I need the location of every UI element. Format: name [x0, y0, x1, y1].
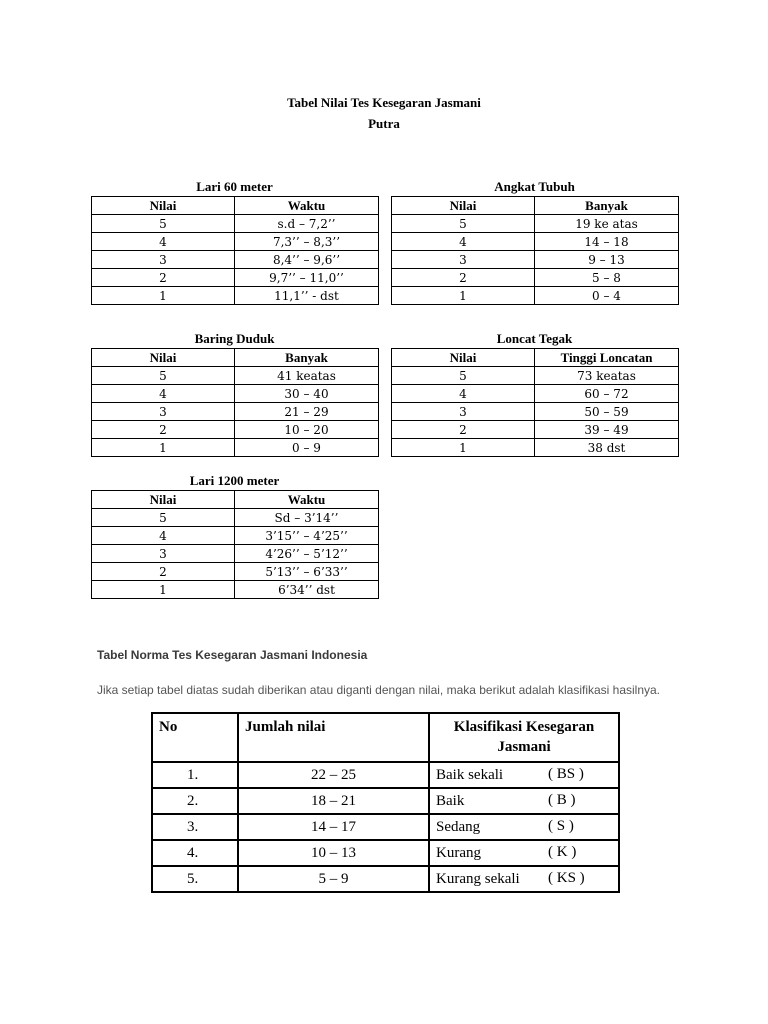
table-block-baring-duduk: [91, 331, 378, 457]
norm-note: Jika setiap tabel diatas sudah diberikan atau diganti dengan nilai, maka berikut adalah klasifikasi hasilnya.: [97, 683, 661, 697]
klasifikasi-cell: [429, 762, 619, 788]
column-header: Waktu: [235, 491, 379, 509]
no-cell: 4.: [152, 840, 238, 866]
table-title: Baring Duduk: [194, 331, 275, 346]
nilai-cell: 3: [92, 403, 235, 421]
column-header: Nilai: [392, 349, 535, 367]
table-row: [92, 509, 379, 527]
nilai-cell: 1: [92, 581, 235, 599]
klasifikasi-label: Baik: [436, 792, 465, 809]
value-cell: 73 keatas: [535, 367, 679, 385]
jumlah-cell: 22 – 25: [238, 762, 429, 788]
table-row: [92, 403, 379, 421]
value-cell: 39 – 49: [535, 421, 679, 439]
table-row: [392, 233, 679, 251]
table-title: Lari 60 meter: [196, 179, 273, 194]
table-row: [152, 840, 619, 866]
column-header: Nilai: [92, 491, 235, 509]
value-cell: 60 – 72: [535, 385, 679, 403]
value-cell: 5’13’’ – 6’33’’: [235, 563, 379, 581]
table-title: Loncat Tegak: [496, 331, 573, 346]
klasifikasi-label: Kurang sekali: [436, 870, 520, 887]
table-row: [152, 762, 619, 788]
value-cell: 0 – 4: [535, 287, 679, 305]
table-row: [92, 527, 379, 545]
value-cell: 14 – 18: [535, 233, 679, 251]
nilai-cell: 5: [92, 215, 235, 233]
nilai-cell: 2: [392, 421, 535, 439]
value-cell: 5 – 8: [535, 269, 679, 287]
nilai-cell: 2: [92, 269, 235, 287]
nilai-cell: 5: [92, 367, 235, 385]
table-header-row: [392, 197, 679, 215]
table-row: [92, 233, 379, 251]
klasifikasi-label: Kurang: [436, 844, 481, 861]
column-header-jumlah: Jumlah nilai: [238, 713, 429, 762]
nilai-cell: 4: [92, 527, 235, 545]
value-cell: 3’15’’ – 4’25’’: [235, 527, 379, 545]
klasifikasi-cell: [429, 814, 619, 840]
table-row: [92, 367, 379, 385]
klasifikasi-code: ( S ): [548, 818, 574, 834]
jumlah-cell: 14 – 17: [238, 814, 429, 840]
table-block-lari-1200: [91, 473, 378, 599]
value-cell: 38 dst: [535, 439, 679, 457]
value-cell: Sd – 3’14’’: [235, 509, 379, 527]
klasifikasi-code: ( KS ): [548, 870, 585, 886]
column-header: Nilai: [92, 197, 235, 215]
value-cell: 0 – 9: [235, 439, 379, 457]
klasifikasi-cell: [429, 788, 619, 814]
nilai-cell: 2: [92, 563, 235, 581]
table-row: [392, 385, 679, 403]
value-cell: s.d – 7,2’’: [235, 215, 379, 233]
klasifikasi-code: ( K ): [548, 844, 577, 860]
table-row: [392, 439, 679, 457]
jumlah-cell: 18 – 21: [238, 788, 429, 814]
score-table: [391, 348, 679, 457]
table-header-row: [92, 197, 379, 215]
norm-table: [151, 712, 620, 893]
table-row: [392, 367, 679, 385]
nilai-cell: 1: [392, 439, 535, 457]
no-cell: 5.: [152, 866, 238, 892]
value-cell: 9 – 13: [535, 251, 679, 269]
table-header-row: [92, 491, 379, 509]
table-row: [92, 269, 379, 287]
table-title: Angkat Tubuh: [494, 179, 575, 194]
klasifikasi-cell: [429, 840, 619, 866]
document-subtitle: Putra: [368, 116, 400, 131]
table-row: [92, 421, 379, 439]
nilai-cell: 3: [392, 251, 535, 269]
value-cell: 30 – 40: [235, 385, 379, 403]
table-row: [392, 421, 679, 439]
value-cell: 19 ke atas: [535, 215, 679, 233]
nilai-cell: 3: [92, 251, 235, 269]
column-header-klasifikasi: Klasifikasi Kesegaran Jasmani: [429, 713, 619, 762]
column-header: Banyak: [235, 349, 379, 367]
nilai-cell: 1: [92, 439, 235, 457]
nilai-cell: 2: [92, 421, 235, 439]
score-table: [91, 490, 379, 599]
table-row: [92, 215, 379, 233]
klasifikasi-label: Baik sekali: [436, 766, 504, 783]
table-row: [92, 563, 379, 581]
column-header: Nilai: [392, 197, 535, 215]
nilai-cell: 2: [392, 269, 535, 287]
jumlah-cell: 5 – 9: [238, 866, 429, 892]
table-row: [392, 269, 679, 287]
table-row: [92, 581, 379, 599]
value-cell: 10 – 20: [235, 421, 379, 439]
table-row: [392, 215, 679, 233]
table-row: [92, 251, 379, 269]
no-cell: 2.: [152, 788, 238, 814]
score-table: [91, 348, 379, 457]
value-cell: 41 keatas: [235, 367, 379, 385]
value-cell: 9,7’’ – 11,0’’: [235, 269, 379, 287]
norm-header-row: [152, 713, 619, 762]
klasifikasi-code: ( B ): [548, 792, 576, 808]
nilai-cell: 4: [392, 233, 535, 251]
value-cell: 8,4’’ – 9,6’’: [235, 251, 379, 269]
table-row: [392, 251, 679, 269]
nilai-cell: 3: [392, 403, 535, 421]
table-block-lari-60: [91, 179, 378, 305]
nilai-cell: 5: [392, 367, 535, 385]
nilai-cell: 5: [392, 215, 535, 233]
value-cell: 50 – 59: [535, 403, 679, 421]
column-header-no: No: [152, 713, 238, 762]
table-header-row: [392, 349, 679, 367]
table-row: [92, 287, 379, 305]
table-block-loncat-tegak: [391, 331, 678, 457]
klasifikasi-cell: [429, 866, 619, 892]
table-row: [152, 866, 619, 892]
score-table: [91, 196, 379, 305]
column-header: Waktu: [235, 197, 379, 215]
klasifikasi-code: ( BS ): [548, 766, 584, 782]
table-row: [392, 287, 679, 305]
value-cell: 11,1’’ - dst: [235, 287, 379, 305]
table-block-angkat-tubuh: [391, 179, 678, 305]
nilai-cell: 4: [92, 385, 235, 403]
table-row: [92, 385, 379, 403]
table-header-row: [92, 349, 379, 367]
no-cell: 3.: [152, 814, 238, 840]
table-row: [92, 439, 379, 457]
nilai-cell: 1: [392, 287, 535, 305]
jumlah-cell: 10 – 13: [238, 840, 429, 866]
nilai-cell: 4: [92, 233, 235, 251]
norm-heading: Tabel Norma Tes Kesegaran Jasmani Indonesia: [97, 648, 368, 662]
document-title: Tabel Nilai Tes Kesegaran Jasmani: [287, 95, 481, 110]
nilai-cell: 4: [392, 385, 535, 403]
value-cell: 6’34’’ dst: [235, 581, 379, 599]
column-header: Nilai: [92, 349, 235, 367]
klasifikasi-label: Sedang: [436, 818, 481, 835]
nilai-cell: 5: [92, 509, 235, 527]
table-title: Lari 1200 meter: [189, 473, 280, 488]
value-cell: 7,3’’ – 8,3’’: [235, 233, 379, 251]
value-cell: 4’26’’ – 5’12’’: [235, 545, 379, 563]
table-row: [152, 788, 619, 814]
no-cell: 1.: [152, 762, 238, 788]
table-row: [152, 814, 619, 840]
score-table: [391, 196, 679, 305]
table-row: [392, 403, 679, 421]
value-cell: 21 – 29: [235, 403, 379, 421]
nilai-cell: 3: [92, 545, 235, 563]
nilai-cell: 1: [92, 287, 235, 305]
table-row: [92, 545, 379, 563]
column-header: Banyak: [535, 197, 679, 215]
column-header: Tinggi Loncatan: [535, 349, 679, 367]
